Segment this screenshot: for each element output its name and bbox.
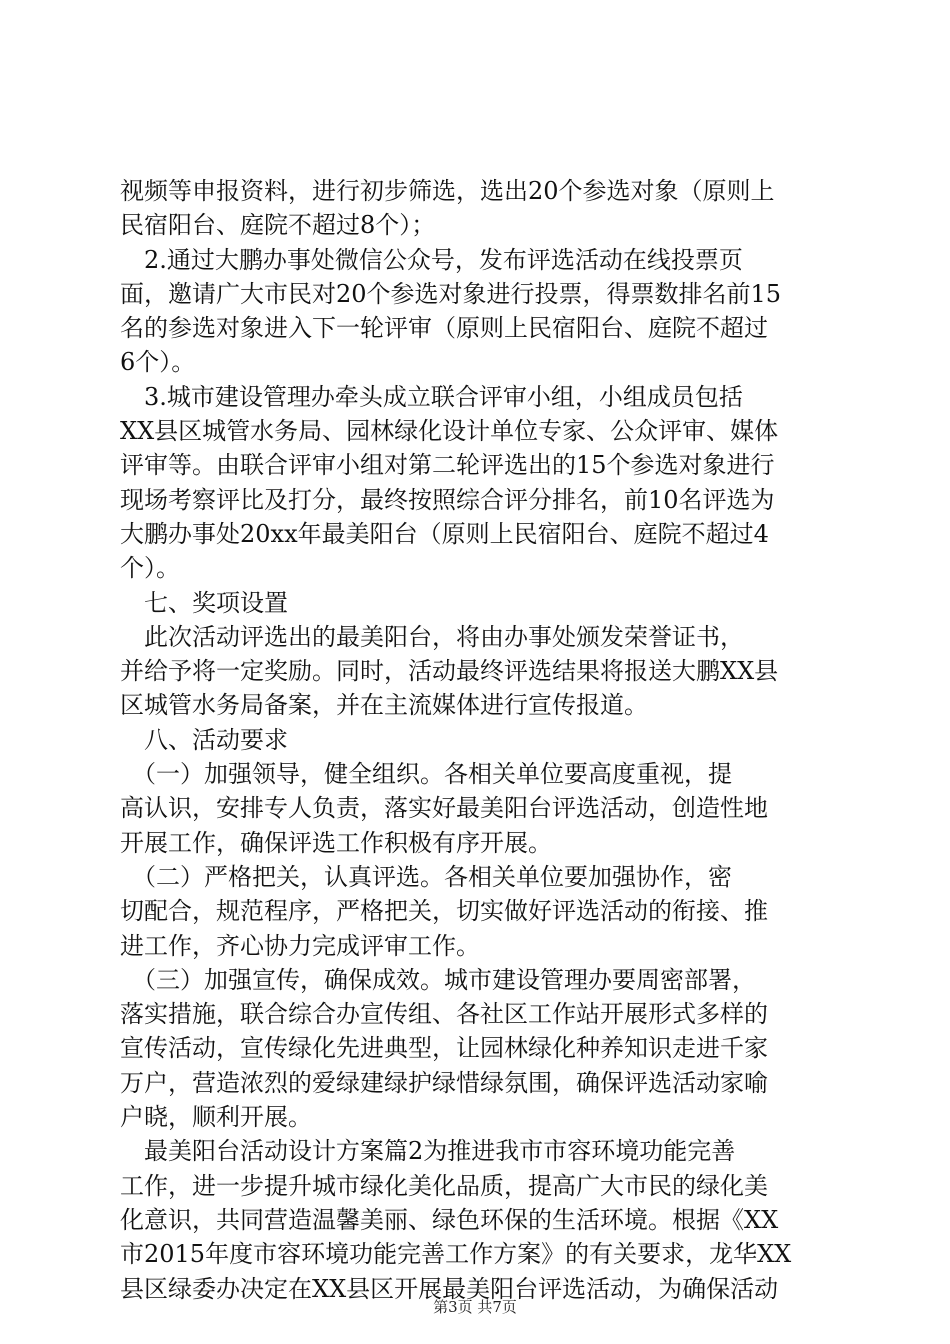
text-line: 面，邀请广大市民对20个参选对象进行投票，得票数排名前15: [120, 279, 782, 308]
section-heading: 八、活动要求: [120, 725, 288, 754]
text-line: 名的参选对象进入下一轮评审（原则上民宿阳台、庭院不超过: [120, 314, 768, 343]
text-line: 评审等。由联合评审小组对第二轮评选出的15个参选对象进行: [120, 451, 775, 480]
text-line: 3.城市建设管理办牵头成立联合评审小组，小组成员包括: [120, 382, 743, 411]
document-body: [120, 174, 832, 1306]
text-line: 并给予将一定奖励。同时，活动最终评选结果将报送大鹏XX县: [120, 657, 779, 686]
text-line: 民宿阳台、庭院不超过8个）；: [120, 211, 436, 240]
text-line: 县区绿委办决定在XX县区开展最美阳台评选活动，为确保活动: [120, 1274, 779, 1303]
text-line: 高认识，安排专人负责，落实好最美阳台评选活动，创造性地: [120, 794, 768, 823]
text-line: 此次活动评选出的最美阳台，将由办事处颁发荣誉证书，: [120, 622, 744, 651]
text-line: 最美阳台活动设计方案篇2为推进我市市容环境功能完善: [120, 1137, 736, 1166]
text-line: （三）加强宣传，确保成效。城市建设管理办要周密部署，: [120, 965, 756, 994]
text-line: XX县区城管水务局、园林绿化设计单位专家、公众评审、媒体: [120, 417, 779, 446]
text-line: （二）严格把关，认真评选。各相关单位要加强协作，密: [120, 862, 732, 891]
text-line: 户晓，顺利开展。: [120, 1103, 312, 1132]
text-line: 工作，进一步提升城市绿化美化品质，提高广大市民的绿化美: [120, 1171, 768, 1200]
text-line: 现场考察评比及打分，最终按照综合评分排名，前10名评选为: [120, 485, 775, 514]
text-line: 视频等申报资料，进行初步筛选，选出20个参选对象（原则上: [120, 177, 775, 205]
text-line: 化意识，共同营造温馨美丽、绿色环保的生活环境。根据《XX: [120, 1205, 779, 1234]
section-heading: 七、奖项设置: [120, 588, 288, 617]
text-line: 2.通过大鹏办事处微信公众号，发布评选活动在线投票页: [120, 245, 743, 274]
text-line: 个）。: [120, 554, 180, 583]
text-line: 大鹏办事处20xx年最美阳台（原则上民宿阳台、庭院不超过4: [120, 519, 769, 548]
text-line: 区城管水务局备案，并在主流媒体进行宣传报道。: [120, 691, 648, 720]
text-line: 进工作，齐心协力完成评审工作。: [120, 931, 480, 960]
text-line: 万户，营造浓烈的爱绿建绿护绿惜绿氛围，确保评选活动家喻: [120, 1068, 768, 1097]
text-line: 宣传活动，宣传绿化先进典型，让园林绿化种养知识走进千家: [120, 1034, 768, 1063]
text-line: 6个）。: [120, 348, 196, 377]
text-line: 市2015年度市容环境功能完善工作方案》的有关要求，龙华XX: [120, 1240, 792, 1269]
text-line: 开展工作，确保评选工作积极有序开展。: [120, 828, 552, 857]
text-line: 落实措施，联合综合办宣传组、各社区工作站开展形式多样的: [120, 1000, 768, 1029]
text-line: （一）加强领导，健全组织。各相关单位要高度重视，提: [120, 760, 732, 789]
page-number-footer: 第3页 共7页: [433, 1298, 517, 1316]
text-line: 切配合，规范程序，严格把关，切实做好评选活动的衔接、推: [120, 897, 768, 926]
